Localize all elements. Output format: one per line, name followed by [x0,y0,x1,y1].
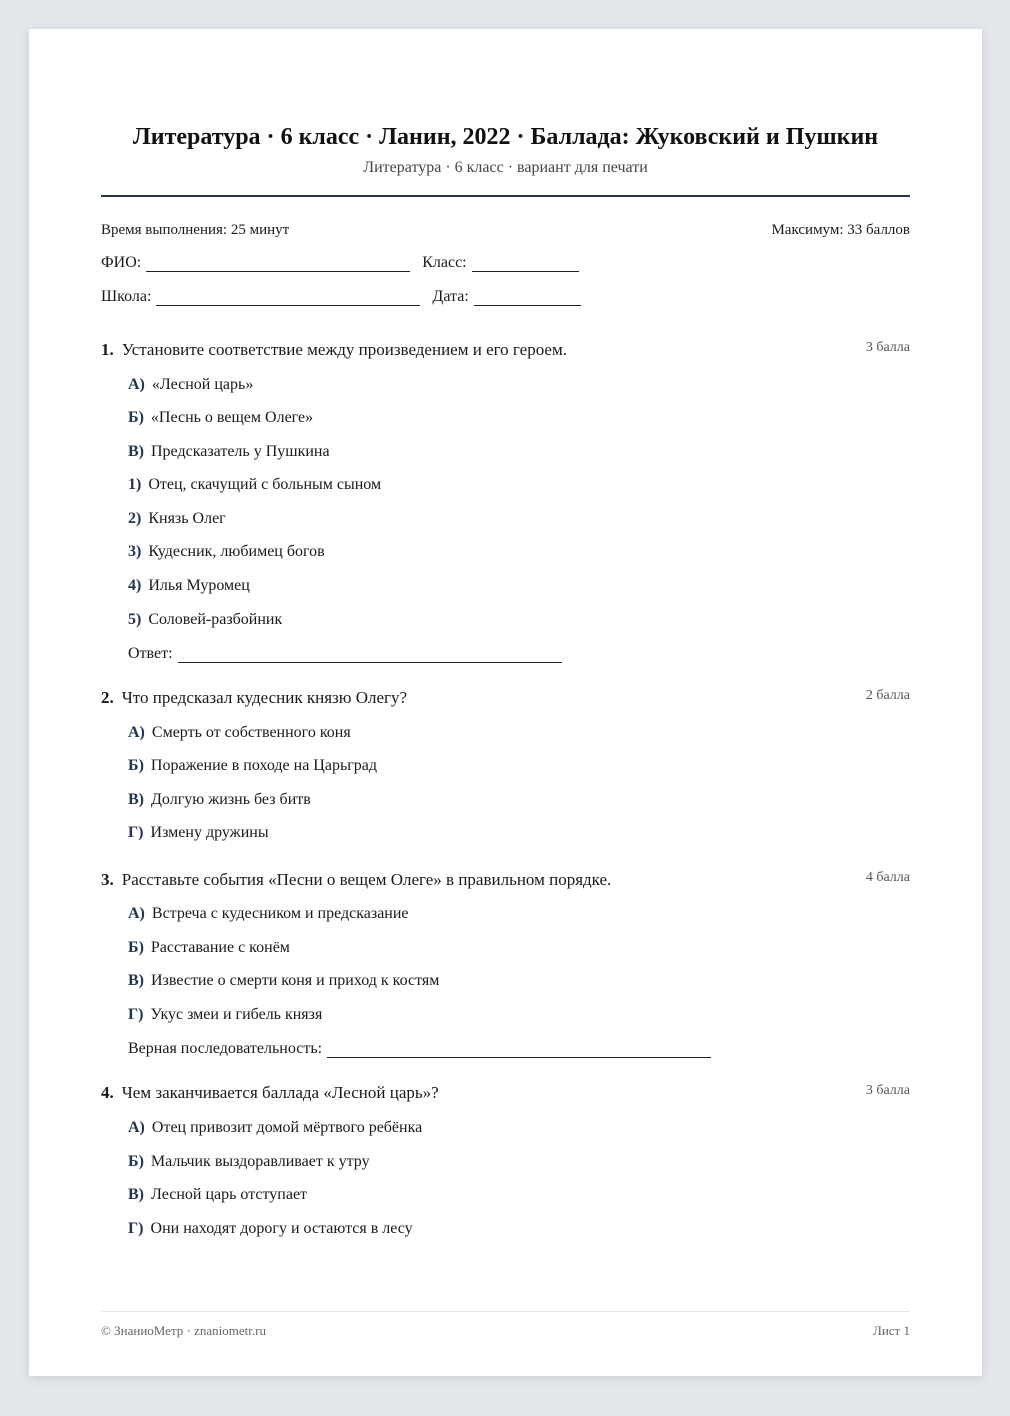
sequence-answer-label: Верная последовательность: [128,1040,323,1057]
option-key: А) [128,905,145,922]
option-item [128,443,330,461]
page-title: Литература · 6 класс · Ланин, 2022 · Баллада: Жуковский и Пушкин [132,124,879,150]
footer-page-number: Лист 1 [873,1323,910,1338]
answer-row [128,645,562,663]
class-field[interactable] [472,257,579,272]
option-key: В) [128,791,144,808]
option-item [128,905,409,923]
option-text: Отец привозит домой мёртвого ребёнка [151,1119,423,1136]
footer-copyright: © ЗнаниоМетр · znaniometr.ru [101,1323,266,1338]
question-text: Установите соответствие между произведением и его героем. [121,340,567,359]
option-text: Расставание с конём [150,939,290,956]
option-key: В) [128,972,144,989]
option-item [128,577,250,595]
option-key: 1) [128,476,142,493]
option-text: «Песнь о вещем Олеге» [150,409,314,426]
header-divider [101,195,910,197]
option-text: Мальчик выздоравливает к утру [150,1153,370,1170]
option-item [128,939,290,957]
option-text: Илья Муромец [148,577,250,594]
option-key: 4) [128,577,142,594]
option-key: Б) [128,757,144,774]
option-text: Долгую жизнь без битв [151,791,311,808]
fio-field[interactable] [146,257,410,272]
fio-class-row [101,254,579,272]
option-item [128,1220,413,1238]
option-key: 2) [128,510,142,527]
question-1 [101,340,910,360]
option-key: В) [128,1186,144,1203]
option-text: Измену дружины [150,824,269,841]
option-item [128,1006,322,1024]
option-item [128,611,282,629]
option-key: 5) [128,611,142,628]
option-item [128,1186,307,1204]
question-points: 2 балла [865,688,910,703]
option-item [128,1153,370,1171]
option-text: Князь Олег [148,510,226,527]
question-points: 4 балла [865,870,910,885]
question-number: 2. [101,688,114,707]
date-field[interactable] [474,291,581,306]
question-points: 3 балла [865,1083,910,1098]
footer-divider [101,1311,910,1312]
sequence-answer-field[interactable] [327,1043,711,1058]
option-key: В) [128,443,144,460]
option-item [128,791,311,809]
option-text: Смерть от собственного коня [151,724,351,741]
sequence-answer-row [128,1040,711,1058]
question-number: 1. [101,340,114,359]
option-text: Известие о смерти коня и приход к костям [151,972,440,989]
option-item [128,724,351,742]
question-number: 3. [101,870,114,889]
worksheet-page [29,29,982,1376]
answer-label: Ответ: [128,645,173,662]
option-key: А) [128,724,145,741]
answer-field[interactable] [178,648,562,663]
question-text: Что предсказал кудесник князю Олегу? [121,688,408,707]
option-item [128,510,226,528]
option-key: Г) [128,1006,144,1023]
school-label: Школа: [101,288,152,305]
option-text: Предсказатель у Пушкина [151,443,330,460]
school-date-row [101,288,581,306]
option-key: Б) [128,939,144,956]
option-text: Они находят дорогу и остаются в лесу [150,1220,413,1237]
date-label: Дата: [432,288,469,305]
option-text: Встреча с кудесником и предсказание [151,905,409,922]
option-item [128,824,269,842]
option-key: Б) [128,1153,144,1170]
question-points: 3 балла [865,340,910,355]
option-item [128,476,381,494]
option-text: Укус змеи и гибель князя [150,1006,323,1023]
fio-label: ФИО: [101,254,142,271]
question-4 [101,1083,910,1103]
option-item [128,409,313,427]
option-key: 3) [128,543,142,560]
option-item [128,543,325,561]
time-limit: Время выполнения: 25 минут [101,222,290,238]
question-2 [101,688,910,708]
option-item [128,376,253,394]
max-score: Максимум: 33 баллов [771,222,910,238]
option-text: Поражение в походе на Царьград [150,757,378,774]
option-text: «Лесной царь» [151,376,254,393]
school-field[interactable] [156,291,420,306]
option-item [128,972,439,990]
option-text: Соловей-разбойник [148,611,283,628]
option-text: Отец, скачущий с больным сыном [148,476,382,493]
option-key: А) [128,376,145,393]
option-item [128,757,377,775]
option-key: Г) [128,1220,144,1237]
page-subtitle: Литература · 6 класс · вариант для печати [363,159,648,176]
option-key: Г) [128,824,144,841]
question-text: Чем заканчивается баллада «Лесной царь»? [121,1083,439,1102]
option-text: Лесной царь отступает [151,1186,308,1203]
question-number: 4. [101,1083,114,1102]
option-key: А) [128,1119,145,1136]
class-label: Класс: [422,254,467,271]
question-3 [101,870,910,890]
option-item [128,1119,422,1137]
option-key: Б) [128,409,144,426]
question-text: Расставьте события «Песни о вещем Олеге» в правильном порядке. [121,870,612,889]
option-text: Кудесник, любимец богов [148,543,325,560]
